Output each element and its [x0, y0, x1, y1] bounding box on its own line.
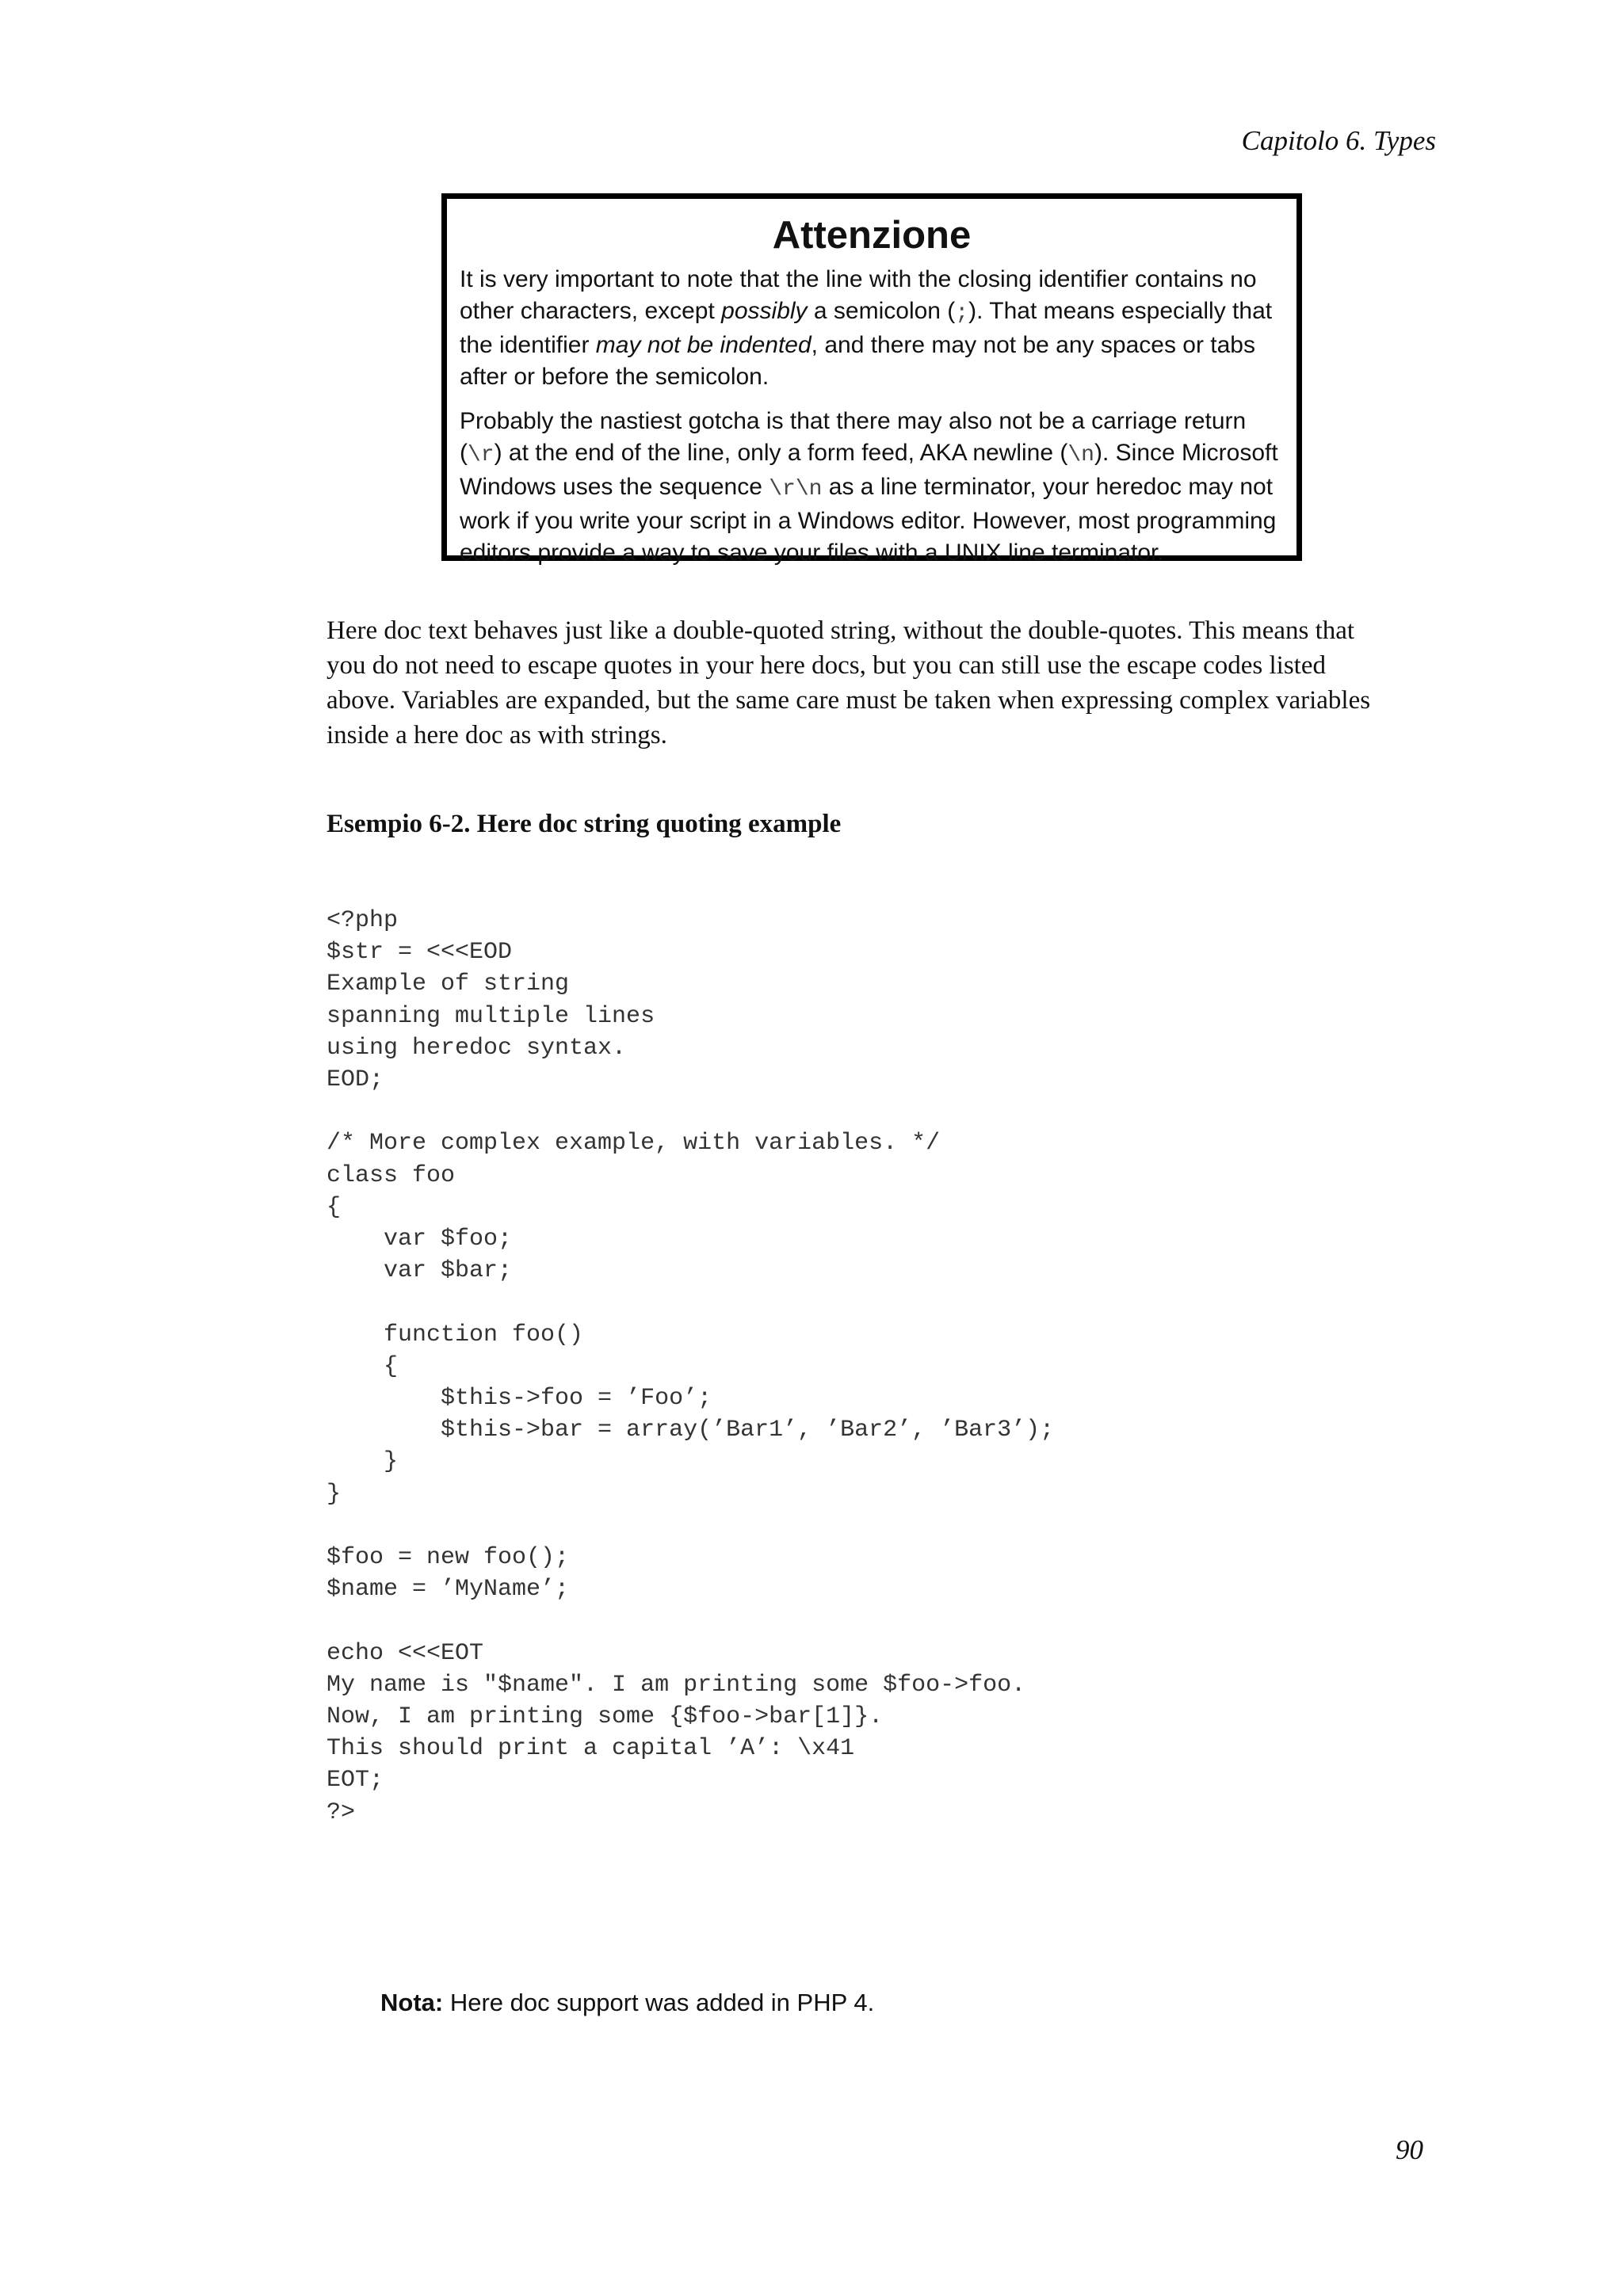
inline-code: \n: [1067, 443, 1094, 467]
body-line: inside a here doc as with strings.: [327, 721, 667, 749]
note: [380, 1989, 874, 2017]
body-line: Here doc text behaves just like a double-quoted string, without the double-quotes. This means that: [327, 616, 1355, 645]
caution-text: , and there may not be any spaces or tabs: [811, 332, 1255, 358]
caution-emphasis: possibly: [721, 298, 808, 324]
caution-paragraph-1: [460, 264, 1284, 393]
caution-text: It is very important to note that the line with the closing identifier contains no: [460, 266, 1257, 292]
caution-text: a semicolon (: [807, 298, 956, 324]
caution-box: [441, 193, 1302, 566]
inline-code: \r\n: [769, 477, 823, 502]
caution-text: after or before the semicolon.: [460, 364, 769, 390]
note-label: Nota:: [380, 1989, 444, 2016]
inline-code: \r: [468, 443, 495, 467]
caution-text: (: [460, 440, 468, 466]
inline-code: ;: [955, 301, 969, 326]
example-title: Esempio 6-2. Here doc string quoting example: [327, 810, 842, 838]
caution-text: as a line terminator, your heredoc may not: [822, 474, 1274, 500]
caution-text: the identifier: [460, 332, 596, 358]
caution-text: other characters, except: [460, 298, 722, 324]
caution-text: Windows uses the sequence: [460, 474, 769, 500]
caution-text: ). That means especially that: [968, 298, 1273, 324]
caution-text: editors provide a way to save your files with a UNIX line terminator.: [460, 540, 1164, 566]
running-header: Capitolo 6. Types: [1241, 125, 1436, 156]
caution-text: work if you write your script in a Windows editor. However, most programming: [460, 508, 1277, 534]
caution-title: Attenzione: [772, 214, 972, 257]
body-line: above. Variables are expanded, but the same care must be taken when expressing complex variables: [327, 686, 1371, 715]
caution-text: ) at the end of the line, only a form feed, AKA newline (: [494, 440, 1068, 466]
note-text: Here doc support was added in PHP 4.: [443, 1989, 875, 2016]
caution-paragraph-2: [460, 406, 1284, 569]
body-paragraph: [327, 613, 1436, 753]
caution-emphasis: may not be indented: [595, 332, 812, 358]
caution-text: Probably the nastiest gotcha is that there may also not be a carriage return: [460, 408, 1247, 434]
body-line: you do not need to escape quotes in your here docs, but you can still use the escape codes listed: [327, 651, 1326, 680]
code-listing: <?php $str = <<<EOD Example of string spanning multiple lines using heredoc syntax. EOD; /* More complex example, with variables. */ class foo { var $foo; var $bar; function foo() { $this->foo = ’Foo’; $this->bar = array(’Bar1’, ’Bar2’, ’Bar3’); } } $foo = new foo(); $name = ’MyName’; echo <<<EOT My name is "$name". I am printing some $foo->foo. Now, I am printing some {$foo->bar[1]}. This should print a capital ’A’: \x41 EOT; ?>: [327, 907, 1055, 1826]
page-number: 90: [1396, 2134, 1423, 2165]
caution-text: ). Since Microsoft: [1094, 440, 1278, 466]
